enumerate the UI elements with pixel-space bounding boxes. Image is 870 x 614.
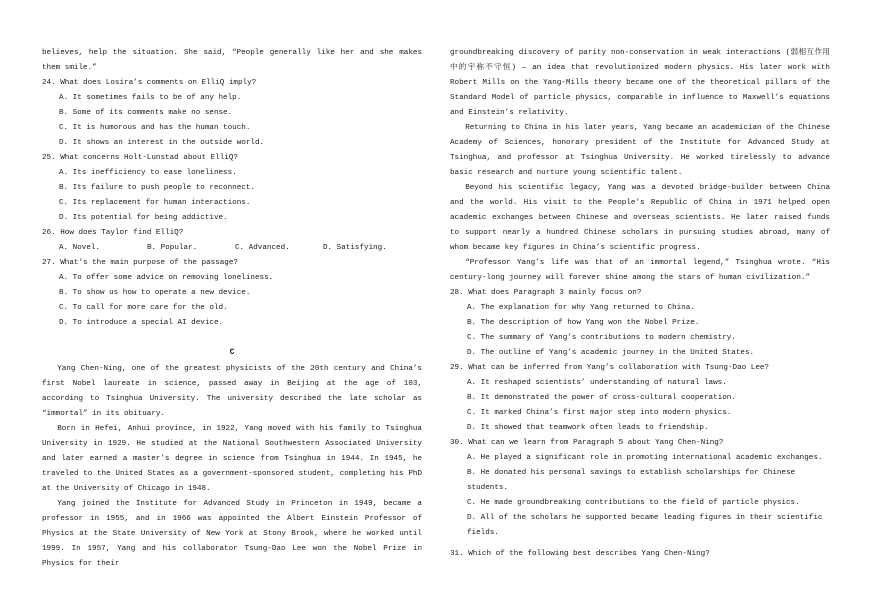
option-25d: D. Its potential for being addictive. xyxy=(59,214,228,222)
option-27d: D. To introduce a special AI device. xyxy=(59,319,224,327)
option-26d: D. Satisfying. xyxy=(323,244,387,252)
option-24d: D. It shows an interest in the outside world. xyxy=(59,139,265,147)
option-28a: A. The explanation for why Yang returned to China. xyxy=(467,304,695,312)
section-heading-c: C xyxy=(229,348,235,357)
option-28c: C. The summary of Yang’s contributions to modern chemistry. xyxy=(467,334,736,342)
option-26a: A. Novel. xyxy=(59,244,101,252)
option-30c: C. He made groundbreaking contributions to the field of particle physics. xyxy=(467,499,800,507)
option-28d: D. The outline of Yang’s academic journey in the United States. xyxy=(467,349,755,357)
option-29d: D. It showed that teamwork often leads to friendship. xyxy=(467,424,709,432)
question-24: 24. What does Losira’s comments on ElliQ imply? xyxy=(42,79,257,87)
passage-paragraph-2: Born in Hefei, Anhui province, in 1922, Yang moved with his family to Tsinghua University in 1929. He studied at the National Southwestern Associated University and later earned a master’s degree in science from Tsinghua in 1944. In 1945, he traveled to the United States as a government-sponsored student, completing his PhD at the University of Chicago in 1948. xyxy=(42,425,422,493)
options-26 xyxy=(59,241,422,256)
passage-paragraph-1: Yang Chen-Ning, one of the greatest physicists of the 20th century and China’s first Nobel laureate in science, passed away in Beijing at the age of 103, according to Tsinghua University. The university described the late scholar as “immortal” in its obituary. xyxy=(42,365,422,418)
option-25c: C. Its replacement for human interactions. xyxy=(59,199,251,207)
passage-paragraph-5: Beyond his scientific legacy, Yang was a devoted bridge-builder between China and the world. His visit to the People’s Republic of China in 1971 helped open academic exchanges between Chinese and overseas scientists. He later raised funds to support nearly a hundred Chinese scholars in pursuing studies abroad, many of whom became key figures in China’s scientific progress. xyxy=(450,184,830,252)
option-26b: B. Popular. xyxy=(147,244,198,252)
left-column xyxy=(42,46,422,572)
option-30d: D. All of the scholars he supported became leading figures in their scientific fields. xyxy=(467,514,823,537)
option-24c: C. It is humorous and has the human touch. xyxy=(59,124,251,132)
option-27c: C. To call for more care for the old. xyxy=(59,304,228,312)
question-29: 29. What can be inferred from Yang’s collaboration with Tsung-Dao Lee? xyxy=(450,364,769,372)
passage-paragraph-3: Yang joined the Institute for Advanced Study in Princeton in 1949, became a professor in 1955, and in 1966 was appointed the Albert Einstein Professor of Physics at the State University of New York at Stony Brook, where he worked until 1999. In 1957, Yang and his collaborator Tsung-Dao Lee won the Nobel Prize in Physics for their xyxy=(42,500,422,568)
option-24a: A. It sometimes fails to be of any help. xyxy=(59,94,242,102)
passage-paragraph-3-cont: groundbreaking discovery of parity non-conservation in weak interactions (弱相互作用中的宇称不守恒) — an idea that revolutionized modern physics. His later work with Robert Mills on the Yang-Mills theory became one of the theoretical pillars of the Standard Model of particle physics, comparable in influence to Maxwell’s equations and Einstein’s relativity. xyxy=(450,49,830,117)
option-29a: A. It reshaped scientists’ understanding of natural laws. xyxy=(467,379,727,387)
option-29b: B. It demonstrated the power of cross-cultural cooperation. xyxy=(467,394,736,402)
question-26: 26. How does Taylor find ElliQ? xyxy=(42,229,184,237)
option-24b: B. Some of its comments make no sense. xyxy=(59,109,233,117)
right-column xyxy=(450,46,830,562)
passage-paragraph-4: Returning to China in his later years, Yang became an academician of the Chinese Academy of Sciences, honorary president of the Institute for Advanced Study at Tsinghua, and professor at Tsinghua University. He worked tirelessly to advance basic research and nurture young scientific talent. xyxy=(450,124,830,177)
question-27: 27. What’s the main purpose of the passage? xyxy=(42,259,238,267)
question-31: 31. Which of the following best describes Yang Chen-Ning? xyxy=(450,550,710,558)
option-28b: B. The description of how Yang won the Nobel Prize. xyxy=(467,319,700,327)
question-25: 25. What concerns Holt-Lunstad about ElliQ? xyxy=(42,154,238,162)
option-27a: A. To offer some advice on removing loneliness. xyxy=(59,274,274,282)
option-30b: B. He donated his personal savings to establish scholarships for Chinese students. xyxy=(467,469,796,492)
question-28: 28. What does Paragraph 3 mainly focus on? xyxy=(450,289,642,297)
intro-text: believes, help the situation. She said, “People generally like her and she makes them smile.” xyxy=(42,49,422,72)
option-29c: C. It marked China’s first major step into modern physics. xyxy=(467,409,732,417)
option-25b: B. Its failure to push people to reconnect. xyxy=(59,184,255,192)
passage-paragraph-6: “Professor Yang’s life was that of an immortal legend,” Tsinghua wrote. “His century-long journey will forever shine among the stars of human civilization.” xyxy=(450,259,830,282)
option-30a: A. He played a significant role in promoting international academic exchanges. xyxy=(467,454,823,462)
option-27b: B. To show us how to operate a new device. xyxy=(59,289,251,297)
option-25a: A. Its inefficiency to ease loneliness. xyxy=(59,169,237,177)
option-26c: C. Advanced. xyxy=(235,244,290,252)
question-30: 30. What can we learn from Paragraph 5 about Yang Chen-Ning? xyxy=(450,439,724,447)
